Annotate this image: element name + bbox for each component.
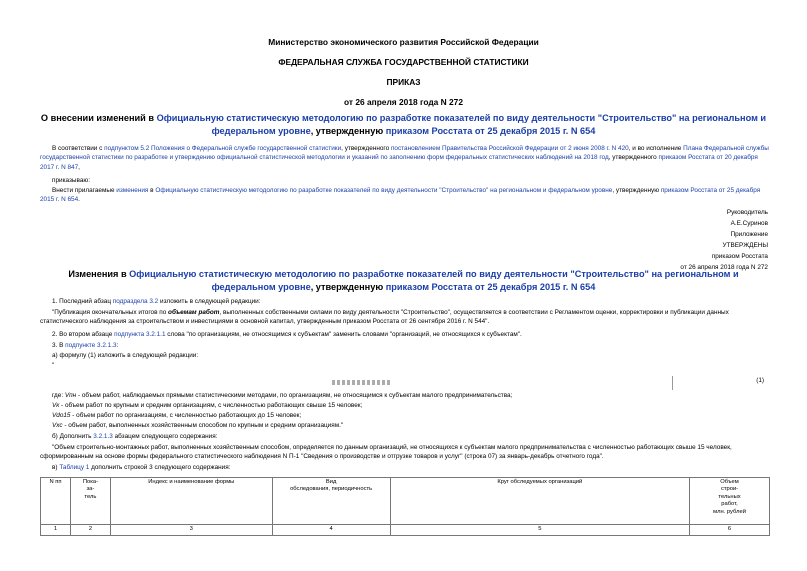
methodology-link-3[interactable]: Официальную статистическую методологию по разработке показателей по виду деятельности "Строительство" на региональном и федеральном уровне [129,269,739,292]
doc-date-number: от 26 апреля 2018 года N 272 [344,97,463,107]
table-header-cell: Вид обследования, периодичность [272,478,390,525]
government-decree-link[interactable]: постановлением Правительства Российской Федерации от 2 июня 2008 г. N 420 [390,145,629,152]
table-1-link[interactable]: Таблицу 1 [59,464,90,471]
appendix-label: Приложение [730,231,768,238]
order-word: приказываю: [52,177,90,184]
formula-1 [40,377,770,389]
order-654-link-2[interactable]: приказом Росстата от 25 декабря 2015 г. N 654 [40,187,761,204]
service-heading: ФЕДЕРАЛЬНАЯ СЛУЖБА ГОСУДАРСТВЕННОЙ СТАТИСТИКИ [278,57,529,67]
table-row [41,525,770,536]
change-item-3b-text: "Объем строительно-монтажных работ, выполненных хозяйственным способом, определяется по данным организаций, не относящихся к субъектам малого предпринимательства с численностью работающих свыше 15 человек, сформированным на основе формы федерального статистического наблюдения N П-1 "Сведения о производстве и отгрузке товаров и услуг" (строка 07) за январь-декабрь отчетного года". [40,444,732,461]
table-cell: 3 [110,525,272,536]
table-header-cell: Индекс и наименование формы [110,478,272,525]
approved-by-order: приказом Росстата [711,253,768,260]
where-vk: Vк - объем работ по крупным и средним организациям, с численностью работающих свыше 15 человек; [52,402,363,409]
signer-position: Руководитель [726,209,768,216]
formula-image [332,380,392,385]
change-item-3v: в) Таблицу 1 дополнить строкой 3 следующего содержания: [52,464,231,471]
plan-link[interactable]: Плана Федеральной службы государственной статистики по разработке и утверждению официальной статистической методологии и указаний по заполнению форм федеральных статистических наблюдений на 2018 год [40,145,769,162]
methodology-link-2[interactable]: Официальную статистическую методологию по разработке показателей по виду деятельности "Строительство" на региональном и федеральном уровне [155,187,613,194]
subpoint-3-2-1-3-link[interactable]: подпункте 3.2.1.3 [65,342,117,349]
signature-block [568,207,768,273]
table-header-cell: N пп [41,478,71,525]
change-item-1: 1. Последний абзац подраздела 3.2 изложить в следующей редакции: [52,298,261,305]
order-654-link-3[interactable]: приказом Росстата от 25 декабря 2015 г. N 654 [385,281,596,292]
order-paragraph: Внести прилагаемые изменения в Официальную статистическую методологию по разработке показателей по виду деятельности "Строительство" на региональном и федеральном уровне, утвержденную приказом Росстата от 25 декабря 2015 г. N 654. [40,187,761,204]
table-cell: 4 [272,525,390,536]
change-item-3: 3. В подпункте 3.2.1.3: [52,342,119,349]
subsection-3-2-link[interactable]: подраздела 3.2 [112,298,159,305]
change-item-3b: б) Дополнить 3.2.1.3 абзацем следующего содержания: [52,433,218,440]
regulation-link[interactable]: подпунктом 5.2 Положения о Федеральной службе государственной статистики [104,145,342,152]
change-item-2: 2. Во втором абзаце подпункта 3.2.1.1 слова "по организациям, не относящимся к субъектам" заменить словами "организаций, не относящихся к субъектам". [52,331,522,338]
table-header-cell: Объем строи- тельных работ, млн. рублей [690,478,770,525]
table-cell: 6 [690,525,770,536]
formula-number: (1) [756,377,764,384]
ministry-heading: Министерство экономического развития Российской Федерации [268,37,539,47]
methodology-link[interactable]: Официальную статистическую методологию по разработке показателей по виду деятельности "Строительство" на региональном и федеральном уровне [156,113,767,136]
quote-open: " [52,362,55,369]
change-item-1-text: "Публикация окончательных итогов по объемам работ, выполненных собственными силами по виду деятельности "Строительство", осуществляется в соответствии с Регламентом оценки, корректировки и публикации данных статистического наблюдения за строительством и инвестициями в основной капитал, утвержденным приказом Росстата от 26 сентября 2016 г. N 544". [40,309,729,326]
approved-label: УТВЕРЖДЕНЫ [722,242,768,249]
table-header-cell: Круг обследуемых организаций [390,478,690,525]
table-cell: 2 [70,525,110,536]
table-cell: 1 [41,525,71,536]
order-847-link[interactable]: приказом Росстата от 20 декабря 2017 г. N 847 [40,154,758,171]
table-header-cell: Пока- за- тель [70,478,110,525]
table-1-extension [40,477,770,536]
where-vpn: где: Vпн - объем работ, наблюдаемых прямыми статистическими методами, по организациям, не относящимся к субъектам малого предпринимательства; [52,392,513,399]
changes-title: Изменения в Официальную статистическую методологию по разработке показателей по виду деятельности "Строительство" на региональном и федеральном уровне, утвержденную приказом Росстата от 25 декабря 2015 г. N 654 [68,269,739,292]
change-item-3a: а) формулу (1) изложить в следующей редакции: [52,352,199,359]
preamble-paragraph: В соответствии с подпунктом 5.2 Положения о Федеральной службе государственной статистики, утвержденного постановлением Правительства Российской Федерации от 2 июня 2008 г. N 420, и во исполнение Плана Федеральной службы государственной статистики по разработке и утверждению официальной статистической методологии и указаний по заполнению форм федеральных статистических наблюдений на 2018 год, утвержденного приказом Росстата от 20 декабря 2017 г. N 847, [40,145,769,171]
point-3-2-1-3-link[interactable]: 3.2.1.3 [93,433,113,440]
subpoint-3-2-1-1-link[interactable]: подпункта 3.2.1.1 [114,331,166,338]
changes-link[interactable]: изменения [116,187,149,194]
approved-date: от 26 апреля 2018 года N 272 [680,264,768,271]
formula-divider [672,376,673,390]
table-header-row [41,478,770,525]
signer-name: А.Е.Суринов [730,220,768,227]
doc-type-heading: ПРИКАЗ [386,77,421,87]
table-cell: 5 [390,525,690,536]
order-654-link[interactable]: приказом Росстата от 25 декабря 2015 г. N 654 [385,125,596,136]
document-title: О внесении изменений в Официальную статистическую методологию по разработке показателей по виду деятельности "Строительство" на региональном и федеральном уровне, утвержденную приказом Росстата от 25 декабря 2015 г. N 654 [40,113,767,136]
where-vdo15: Vdo15 - объем работ по организациям, с численностью работающих до 15 человек; [52,412,302,419]
where-vhs: Vхс - объем работ, выполненных хозяйственным способом по крупным и средним организациям." [52,422,344,429]
